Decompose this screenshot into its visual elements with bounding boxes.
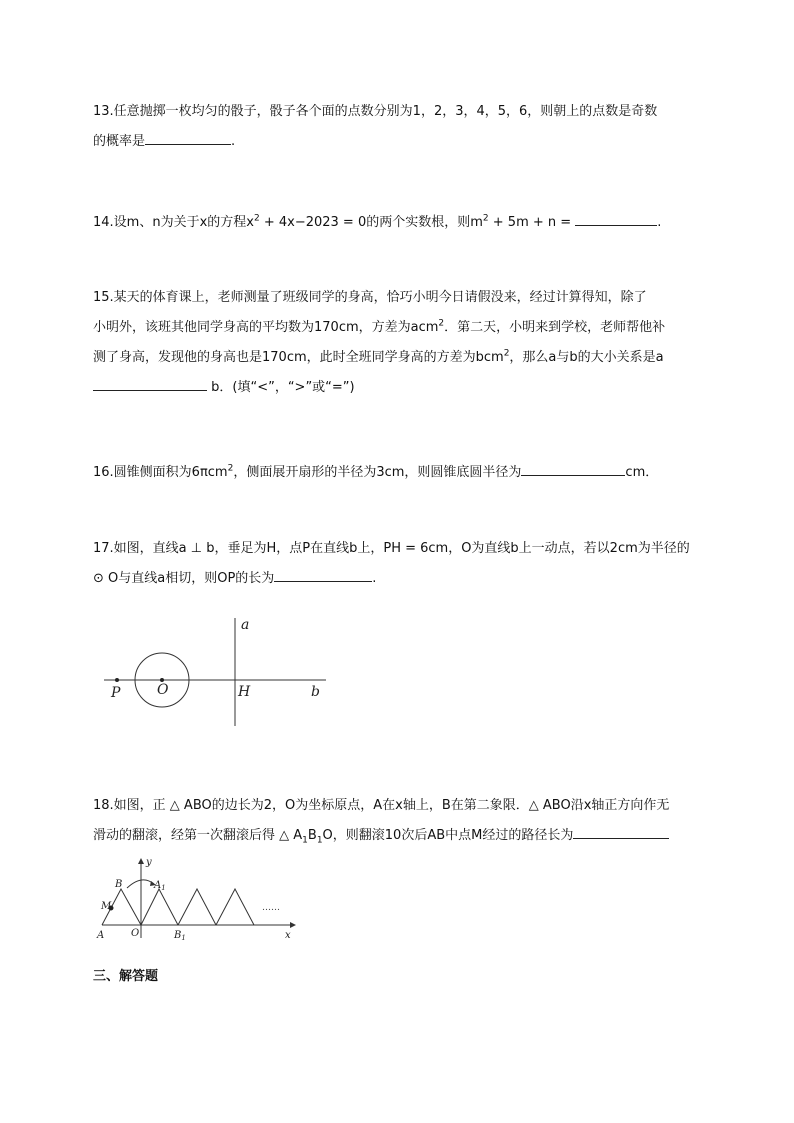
question-17	[93, 534, 703, 594]
question-16-text-b: ，侧面展开扇形的半径为3cm，则圆锥底圆半径为	[233, 465, 522, 480]
question-15-text: b．(填“<”，“>”或“=”)	[207, 380, 355, 395]
question-16-text-a: 16.圆锥侧面积为6πcm	[93, 465, 228, 480]
subscript: 1	[316, 835, 323, 846]
question-15-line1: 15.某天的体育课上，老师测量了班级同学的身高，恰巧小明今日请假没来，经过计算得知，除了	[93, 290, 647, 305]
question-17-line2	[93, 564, 703, 594]
label-b1: $B_1$	[174, 930, 186, 942]
label-o: O	[131, 928, 140, 939]
question-15-line4	[93, 373, 703, 403]
label-y: y	[146, 857, 152, 868]
label-m: M	[101, 901, 112, 912]
question-15	[93, 283, 703, 403]
triangle-a1b1o	[141, 889, 178, 925]
question-15-text: ．第二天，小明来到学校，老师帮他补	[444, 320, 666, 335]
label-h: H	[238, 684, 251, 700]
question-14-text-b: + 4x−2023 = 0的两个实数根，则m	[259, 215, 483, 230]
section-heading: 三、解答题	[93, 969, 159, 984]
question-15-line3	[93, 343, 703, 373]
answer-blank-16[interactable]	[521, 461, 625, 476]
label-b: B	[115, 879, 123, 890]
question-18-text: O，则翻滚10次后AB中点M经过的路径长为	[322, 828, 574, 843]
question-17-line1: 17.如图，直线a ⊥ b，垂足为H，点P在直线b上，PH = 6cm，O为直线b上一动点，若以2cm为半径的	[93, 541, 690, 556]
answer-blank-18[interactable]	[573, 824, 669, 839]
label-b: b	[311, 684, 320, 700]
question-18-text: 滑动的翻滚，经第一次翻滚后得 △ A	[93, 828, 303, 843]
exponent: 2	[438, 318, 445, 329]
question-13	[93, 97, 703, 157]
question-15-line2	[93, 313, 703, 343]
question-15-text: 测了身高，发现他的身高也是170cm，此时全班同学身高的方差为bcm	[93, 350, 504, 365]
question-13-text: 的概率是	[93, 134, 146, 149]
question-16	[93, 458, 703, 488]
label-p: P	[111, 685, 121, 701]
label-a1: $A_1$	[154, 880, 166, 892]
question-13-line2	[93, 127, 703, 157]
label-a: a	[241, 617, 250, 633]
answer-blank-14[interactable]	[575, 211, 657, 226]
question-17-period: .	[372, 571, 377, 586]
triangle-3	[178, 889, 216, 925]
question-17-figure	[100, 612, 340, 732]
question-18-line1: 18.如图，正 △ ABO的边长为2，O为坐标原点，A在x轴上，B在第二象限．△ ABO沿x轴正方向作无	[93, 798, 670, 813]
question-18-line2	[93, 821, 703, 851]
x-axis-arrow	[290, 922, 296, 928]
question-13-line1: 13.任意抛掷一枚均匀的骰子，骰子各个面的点数分别为1，2，3，4，5，6，则朝上的点数是奇数	[93, 104, 658, 119]
answer-blank-17[interactable]	[274, 567, 372, 582]
subscript: 1	[302, 835, 308, 846]
exponent: 2	[503, 348, 510, 359]
question-14-period: .	[657, 215, 662, 230]
label-x: x	[285, 930, 291, 941]
y-axis-arrow	[138, 858, 144, 864]
label-o: O	[157, 682, 169, 698]
answer-blank-13[interactable]	[145, 130, 231, 145]
question-14	[93, 208, 703, 238]
question-17-text: ⊙ O与直线a相切，则OP的长为	[93, 571, 275, 586]
question-14-text-a: 14.设m、n为关于x的方程x	[93, 215, 254, 230]
label-a: A	[97, 930, 105, 941]
question-15-text: 小明外，该班其他同学身高的平均数为170cm，方差为acm	[93, 320, 439, 335]
question-15-text: ，那么a与b的大小关系是a	[509, 350, 664, 365]
question-18-figure	[92, 852, 302, 944]
question-14-text-c: + 5m + n =	[488, 215, 576, 230]
question-16-unit: cm．	[625, 465, 659, 480]
question-18-text: B	[307, 828, 317, 843]
point-p	[115, 678, 119, 682]
answer-blank-15[interactable]	[93, 376, 207, 391]
exponent: 2	[227, 463, 234, 474]
question-13-period: .	[231, 134, 236, 149]
exponent: 2	[253, 213, 260, 224]
triangle-4	[216, 889, 254, 925]
exponent: 2	[482, 213, 489, 224]
question-18	[93, 791, 703, 851]
ellipsis: ……	[262, 903, 280, 913]
